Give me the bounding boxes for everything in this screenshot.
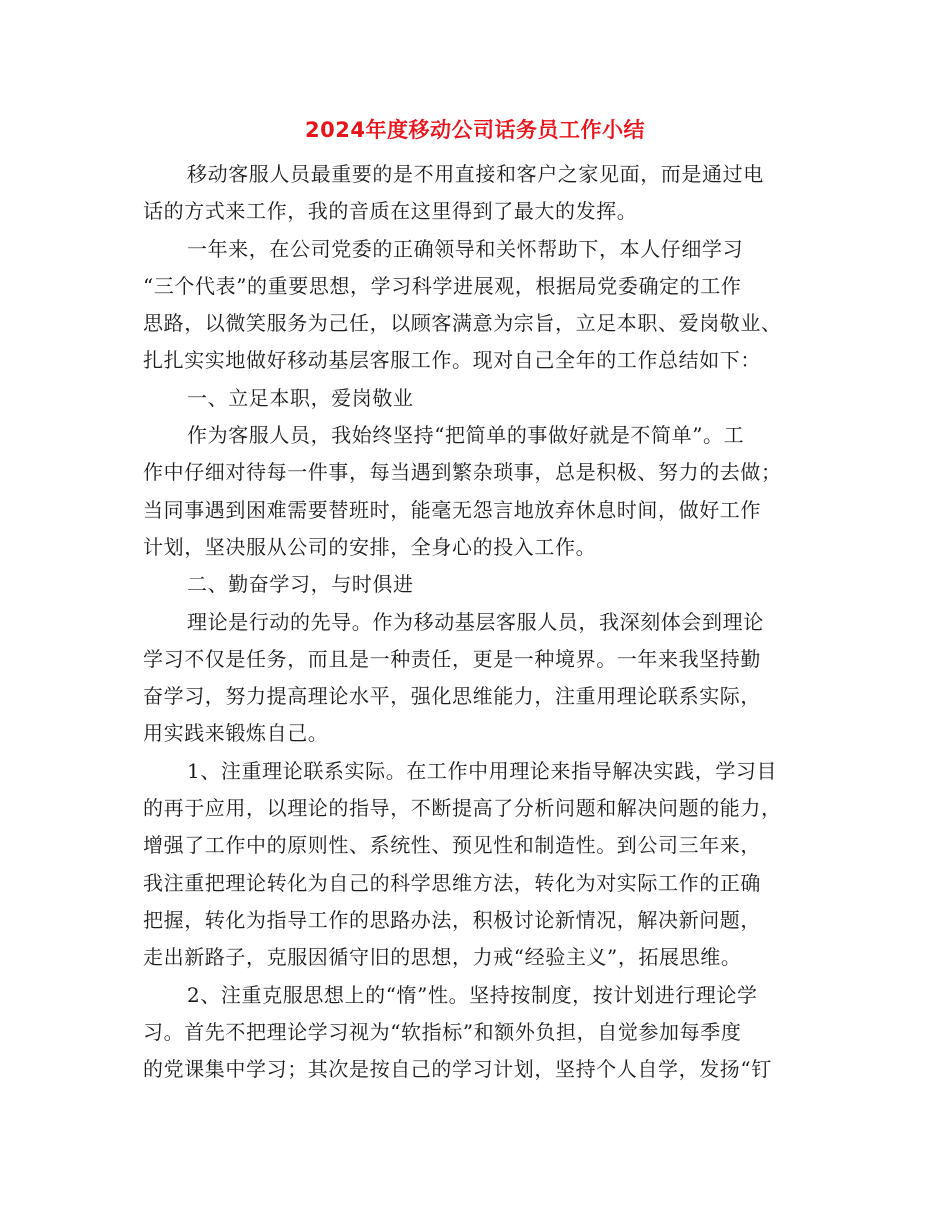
body-line: 的再于应用，以理论的指导，不断提高了分析问题和解决问题的能力，: [143, 796, 782, 821]
body-line: 一、立足本职，爱岗敬业: [187, 385, 414, 410]
body-line: 1、注重理论联系实际。在工作中用理论来指导解决实践，学习目: [187, 758, 778, 783]
body-line: 二、勤奋学习，与时俱进: [187, 572, 414, 597]
body-line: 奋学习，努力提高理论水平，强化思维能力，注重用理论联系实际，: [143, 684, 761, 709]
body-line: 学习不仅是任务，而且是一种责任，更是一种境界。一年来我坚持勤: [143, 646, 761, 671]
body-line: 作为客服人员，我始终坚持“把简单的事做好就是不简单”。工: [187, 423, 745, 448]
body-line: 把握，转化为指导工作的思路办法，积极讨论新情况，解决新问题，: [143, 907, 761, 932]
body-line: 当同事遇到困难需要替班时，能毫无怨言地放弃休息时间，做好工作: [143, 497, 761, 522]
body-line: 用实践来锻炼自己。: [143, 721, 329, 746]
body-line: 计划，坚决服从公司的安排，全身心的投入工作。: [143, 534, 597, 559]
body-line: 我注重把理论转化为自己的科学思维方法，转化为对实际工作的正确: [143, 870, 761, 895]
body-line: 扎扎实实地做好移动基层客服工作。现对自己全年的工作总结如下：: [143, 348, 761, 373]
body-line: 的党课集中学习；其次是按自己的学习计划，坚持个人自学，发扬“钉: [143, 1057, 772, 1082]
body-line: 走出新路子，克服因循守旧的思想，力戒“经验主义”，拓展思维。: [143, 945, 742, 970]
body-line: 2、注重克服思想上的“惰”性。坚持按制度，按计划进行理论学: [187, 982, 758, 1007]
document-title: 2024年度移动公司话务员工作小结: [305, 118, 645, 142]
document-body: [143, 156, 808, 1088]
body-line: 思路，以微笑服务为己任，以顾客满意为宗旨，立足本职、爱岗敬业、: [143, 311, 782, 336]
body-line: 习。首先不把理论学习视为“软指标”和额外负担，自觉参加每季度: [143, 1019, 742, 1044]
body-line: 理论是行动的先导。作为移动基层客服人员，我深刻体会到理论: [187, 609, 764, 634]
body-line: “三个代表”的重要思想，学习科学进展观，根据局党委确定的工作: [143, 273, 742, 298]
body-line: 话的方式来工作，我的音质在这里得到了最大的发挥。: [143, 199, 638, 224]
body-line: 移动客服人员最重要的是不用直接和客户之家见面，而是通过电: [187, 162, 764, 186]
body-line: 一年来，在公司党委的正确领导和关怀帮助下，本人仔细学习: [187, 236, 744, 261]
body-line: 增强了工作中的原则性、系统性、预见性和制造性。到公司三年来，: [143, 833, 761, 858]
body-line: 作中仔细对待每一件事，每当遇到繁杂琐事，总是积极、努力的去做；: [143, 460, 782, 485]
